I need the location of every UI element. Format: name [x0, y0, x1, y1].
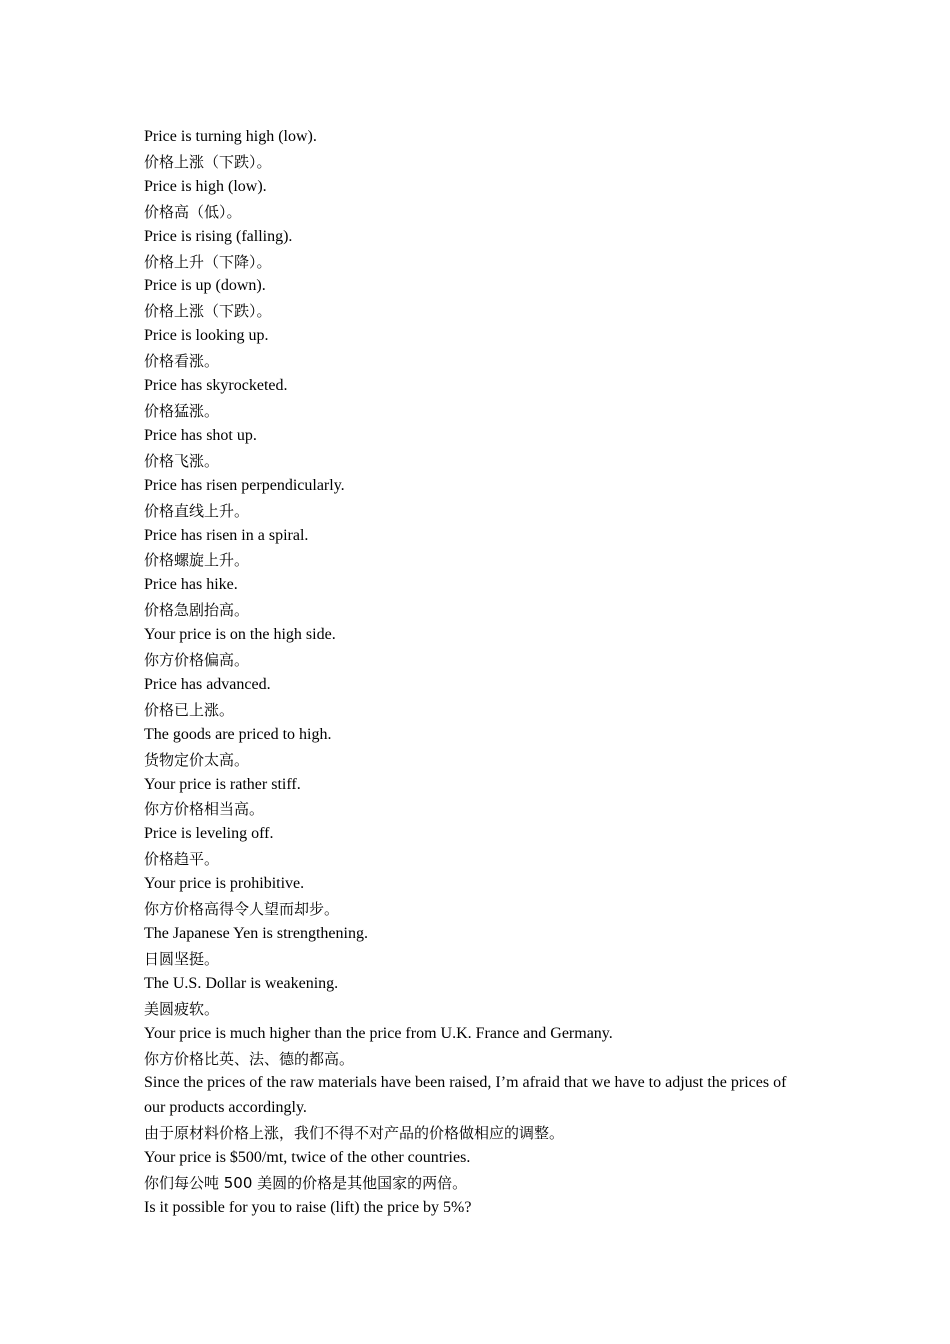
english-phrase-line: Price has risen in a spiral. — [144, 526, 309, 544]
english-phrase-line: Price is turning high (low). — [144, 128, 317, 145]
english-phrase-line: Price is up (down). — [144, 277, 266, 295]
chinese-translation-line: 价格趋平。 — [144, 850, 220, 869]
chinese-translation-line: 价格急剧抬高。 — [144, 601, 250, 620]
english-phrase-line: Price has advanced. — [144, 675, 271, 693]
chinese-translation-line: 价格直线上升。 — [144, 501, 250, 520]
english-phrase-line: The Japanese Yen is strengthening. — [144, 925, 368, 942]
english-phrase-line: The U.S. Dollar is weakening. — [144, 974, 339, 992]
chinese-translation-line: 你方价格比英、法、德的都高。 — [144, 1049, 355, 1068]
english-phrase-line: Price has skyrocketed. — [144, 377, 288, 395]
english-phrase-line: Your price is much higher than the price from U.K. France and Germany. — [144, 1024, 613, 1042]
chinese-translation-line: 日圆坚挺。 — [144, 949, 220, 968]
english-phrase-line: Price has shot up. — [144, 426, 257, 444]
english-phrase-line: Is it possible for you to raise (lift) the price by 5%? — [144, 1198, 472, 1216]
english-phrase-line: Your price is on the high side. — [144, 626, 336, 644]
chinese-translation-line: 价格上涨（下跌）。 — [144, 152, 272, 171]
english-phrase-line: The goods are priced to high. — [144, 725, 332, 743]
english-phrase-line: Your price is rather stiff. — [144, 775, 301, 793]
chinese-translation-line: 价格上升（下降）。 — [144, 252, 272, 271]
english-phrase-line: Your price is $500/mt, twice of the other countries. — [144, 1149, 471, 1167]
chinese-translation-line: 价格看涨。 — [144, 352, 220, 371]
chinese-translation-line: 你方价格偏高。 — [144, 651, 250, 670]
chinese-translation-line: 货物定价太高。 — [144, 750, 250, 769]
english-phrase-line: Your price is prohibitive. — [144, 875, 305, 893]
english-phrase-line: Price is rising (falling). — [144, 227, 293, 245]
chinese-translation-line: 你们每公吨 500 美圆的价格是其他国家的两倍。 — [144, 1174, 468, 1193]
chinese-translation-line: 价格飞涨。 — [144, 451, 220, 470]
english-phrase-line: Price has hike. — [144, 576, 238, 594]
english-phrase-line: Price is leveling off. — [144, 825, 274, 843]
chinese-translation-line: 价格高（低）。 — [144, 202, 242, 221]
chinese-translation-line: 价格猛涨。 — [144, 401, 220, 420]
chinese-translation-line: 你方价格相当高。 — [144, 800, 265, 819]
english-phrase-line: Price has risen perpendicularly. — [144, 476, 345, 494]
chinese-translation-line: 价格螺旋上升。 — [144, 551, 250, 570]
chinese-translation-line: 美圆疲软。 — [144, 999, 220, 1018]
english-phrase-line: Price is high (low). — [144, 177, 267, 195]
document-body — [144, 125, 810, 1221]
chinese-translation-line: 你方价格高得令人望而却步。 — [144, 900, 340, 919]
english-phrase-line: Since the prices of the raw materials have been raised, I’m afraid that we have to adjust the prices of our products accordingly. — [144, 1074, 787, 1117]
english-phrase-line: Price is looking up. — [144, 327, 269, 345]
chinese-translation-line: 由于原材料价格上涨，我们不得不对产品的价格做相应的调整。 — [144, 1124, 565, 1143]
chinese-translation-line: 价格上涨（下跌）。 — [144, 302, 272, 321]
chinese-translation-line: 价格已上涨。 — [144, 700, 235, 719]
